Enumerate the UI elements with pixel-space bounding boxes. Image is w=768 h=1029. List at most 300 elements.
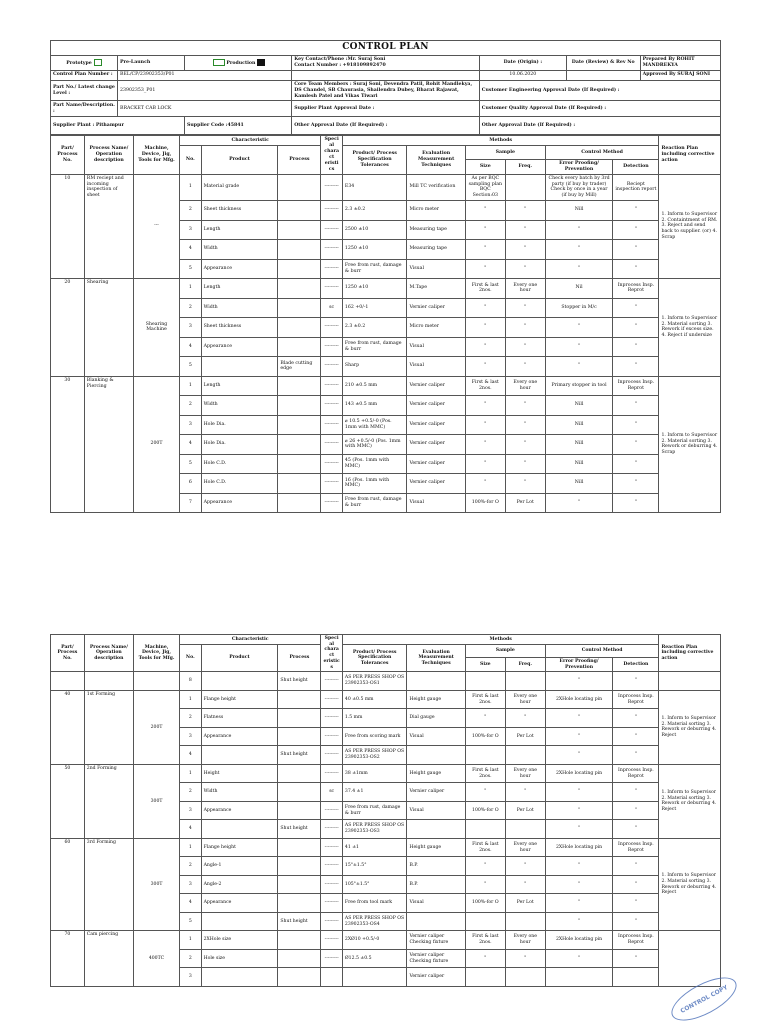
- sample-freq: [505, 912, 545, 931]
- sample-size: [465, 912, 505, 931]
- sample-freq: Per Lot: [505, 493, 545, 513]
- process: [278, 968, 321, 987]
- evaluation: Visual: [407, 801, 465, 820]
- spec: 1.5 mm: [342, 709, 407, 728]
- sample-freq: Every one hour: [505, 838, 545, 857]
- process: Shut height: [278, 912, 321, 931]
- part-number: [51, 672, 85, 691]
- col-characteristic: Characteristic: [180, 635, 321, 645]
- detection: ": [613, 949, 659, 968]
- detection: ": [613, 783, 659, 802]
- sample-freq: [505, 820, 545, 839]
- row-no: 2: [180, 298, 202, 318]
- process-name: 2nd Forming: [84, 764, 133, 838]
- special-char: ---------: [321, 801, 343, 820]
- col-freq: Freq.: [505, 657, 545, 671]
- special-char: ---------: [321, 820, 343, 839]
- row-no: 3: [180, 415, 202, 435]
- spec: 210 ±0.5 mm: [342, 376, 407, 396]
- spec: Ø12.5 ±0.5: [342, 949, 407, 968]
- product: Width: [201, 783, 278, 802]
- sample-freq: ": [505, 454, 545, 474]
- evaluation: Visual: [407, 493, 465, 513]
- cust-eng-approval: Customer Engineering Approval Date (If Required) :: [479, 80, 720, 101]
- spec: 16 (Pos. 1mm with MMC): [342, 474, 407, 494]
- col-spec: Product/ Process Specification Tolerances: [342, 146, 407, 174]
- product: Material grade: [201, 174, 278, 201]
- detection: Inprocess Insp. Reprot: [613, 690, 659, 709]
- row-no: 6: [180, 474, 202, 494]
- detection: ": [613, 894, 659, 913]
- sample-freq: [505, 968, 545, 987]
- row-no: 1: [180, 690, 202, 709]
- evaluation: Vernier caliper: [407, 396, 465, 416]
- sample-freq: ": [505, 474, 545, 494]
- row-no: 2: [180, 201, 202, 221]
- table-row: [51, 690, 721, 709]
- detection: ": [613, 298, 659, 318]
- spec: Free from scoring mark: [342, 727, 407, 746]
- product: Hole size: [201, 949, 278, 968]
- col-process: Process: [278, 146, 321, 174]
- sample-freq: Every one hour: [505, 279, 545, 299]
- process-name: 3rd Forming: [84, 838, 133, 931]
- evaluation: Vernier caliper: [407, 454, 465, 474]
- error-proofing: ": [545, 783, 613, 802]
- product: Angle-1: [201, 857, 278, 876]
- error-proofing: ": [545, 912, 613, 931]
- product: Appearance: [201, 801, 278, 820]
- sample-freq: ": [505, 298, 545, 318]
- row-no: 2: [180, 709, 202, 728]
- sample-size: ": [465, 259, 505, 279]
- header-table: [50, 40, 721, 135]
- cust-quality-approval: Customer Quality Approval Date (If Required) :: [479, 101, 720, 117]
- process: [278, 474, 321, 494]
- spec: E34: [342, 174, 407, 201]
- col-detection: Detection: [613, 159, 659, 174]
- product: Width: [201, 396, 278, 416]
- sample-size: ": [465, 240, 505, 260]
- detection: ": [613, 857, 659, 876]
- special-char: ---------: [321, 912, 343, 931]
- detection: ": [613, 201, 659, 221]
- process: [278, 894, 321, 913]
- row-no: 5: [180, 912, 202, 931]
- product: 2XHole size: [201, 931, 278, 950]
- error-proofing: 2XHole locating pin: [545, 838, 613, 857]
- checkbox-icon: [213, 59, 225, 66]
- special-char: ---------: [321, 857, 343, 876]
- sample-freq: Per Lot: [505, 801, 545, 820]
- detection: ": [613, 672, 659, 691]
- spec: ⌀ 10.5 +0.5/-0 (Pos. 1mm with MMC): [342, 415, 407, 435]
- error-proofing: Nill: [545, 454, 613, 474]
- detection: ": [613, 746, 659, 765]
- process-name: RM reciept and incoming inspection of sheet: [84, 174, 133, 279]
- special-char: ---------: [321, 279, 343, 299]
- sample-freq: Every one hour: [505, 376, 545, 396]
- prototype-option: Prototype: [51, 56, 118, 71]
- error-proofing: ": [545, 259, 613, 279]
- date-origin-label: Date (Origin) :: [479, 56, 566, 71]
- reaction-plan: 1. Inform to Supervisor 2. Containtment of RM. 3. Reject and send back to supplier. (or) 4. Scrap: [659, 174, 721, 279]
- col-machine: Machine, Device, Jig, Tools for Mfg.: [133, 635, 179, 672]
- reaction-plan: 1. Inform to Supervisor 2. Material sorting 3. Rework if excess size. 4. Reject if undersize: [659, 279, 721, 377]
- table-row: [51, 672, 721, 691]
- product: [201, 357, 278, 377]
- spec: 15°±1.5°: [342, 857, 407, 876]
- product: Length: [201, 376, 278, 396]
- error-proofing: ": [545, 357, 613, 377]
- reaction-plan: 1. Inform to Supervisor 2. Material sorting 3. Rework or deburring 4. Scrap: [659, 376, 721, 513]
- process: [278, 838, 321, 857]
- spec: 37.4 ±1: [342, 783, 407, 802]
- error-proofing: ": [545, 801, 613, 820]
- sample-freq: ": [505, 240, 545, 260]
- spec: AS PER PRESS SHOP OS 23902353-OS2: [342, 746, 407, 765]
- col-machine: Machine, Device, Jig, Tools for Mfg.: [133, 136, 179, 174]
- spec: 41 ±1: [342, 838, 407, 857]
- error-proofing: ": [545, 875, 613, 894]
- product: Hole C.D.: [201, 454, 278, 474]
- sample-freq: ": [505, 875, 545, 894]
- spec: 105°±1.5°: [342, 875, 407, 894]
- sample-freq: Every one hour: [505, 690, 545, 709]
- special-char: ---------: [321, 357, 343, 377]
- special-char: ---------: [321, 894, 343, 913]
- process: [278, 709, 321, 728]
- sample-size: First & last 2nos.: [465, 376, 505, 396]
- spec: Free from rust, damage & burr: [342, 259, 407, 279]
- process: [278, 376, 321, 396]
- reaction-plan: 1. Inform to Supervisor 2. Material sorting 3. Rework or deburring 4. Reject: [659, 690, 721, 764]
- sample-size: [465, 820, 505, 839]
- error-proofing: 2XHole locating pin: [545, 764, 613, 783]
- error-proofing: ": [545, 949, 613, 968]
- product: Sheet thickness: [201, 201, 278, 221]
- process: [278, 298, 321, 318]
- process: [278, 857, 321, 876]
- col-error-proofing: Error Proofing/ Prevention: [545, 657, 613, 671]
- detection: ": [613, 454, 659, 474]
- evaluation: [407, 746, 465, 765]
- part-number: 60: [51, 838, 85, 931]
- special-char: ---------: [321, 337, 343, 357]
- reaction-plan: 1. Inform to Supervisor 2. Material sorting 3. Rework or deburring 4. Reject: [659, 764, 721, 838]
- special-char: ---------: [321, 201, 343, 221]
- machine: Shearing Machine: [133, 279, 179, 377]
- other-approval-2: Other Approval Date (If Required) :: [479, 117, 720, 135]
- col-product: Product: [201, 645, 278, 672]
- sample-size: ": [465, 857, 505, 876]
- error-proofing: [545, 968, 613, 987]
- machine: 300T: [133, 838, 179, 931]
- machine: 300T: [133, 764, 179, 838]
- table-row: [51, 838, 721, 857]
- error-proofing: ": [545, 318, 613, 338]
- error-proofing: Nill: [545, 435, 613, 455]
- sample-size: ": [465, 337, 505, 357]
- cp-number-label: Control Plan Number :: [51, 70, 118, 80]
- sample-freq: Every one hour: [505, 931, 545, 950]
- product: Length: [201, 220, 278, 240]
- product: Height: [201, 764, 278, 783]
- detection: ": [613, 820, 659, 839]
- error-proofing: Nill: [545, 396, 613, 416]
- product: Length: [201, 279, 278, 299]
- detection: Inprocess Insp. Reprot: [613, 764, 659, 783]
- detection: ": [613, 415, 659, 435]
- detection: ": [613, 912, 659, 931]
- checked-box-icon: [257, 59, 265, 66]
- sample-size: 100%-for O: [465, 801, 505, 820]
- row-no: 3: [180, 727, 202, 746]
- col-evaluation: Evaluation Measurement Techniques: [407, 645, 465, 672]
- product: Flange height: [201, 838, 278, 857]
- sample-freq: [505, 746, 545, 765]
- spec: Free from rust, damage & burr: [342, 493, 407, 513]
- product: Hole C.D.: [201, 474, 278, 494]
- other-approval-1: Other Approval Date (If Required) :: [292, 117, 480, 135]
- process-name: Cam piercing: [84, 931, 133, 987]
- row-no: 1: [180, 764, 202, 783]
- sample-size: ": [465, 201, 505, 221]
- process: [278, 174, 321, 201]
- sample-size: ": [465, 220, 505, 240]
- spec: Free from rust, damage & burr: [342, 337, 407, 357]
- sample-size: ": [465, 709, 505, 728]
- sample-size: ": [465, 415, 505, 435]
- special-char: ---------: [321, 949, 343, 968]
- col-control-method: Control Method: [545, 146, 659, 160]
- col-control-method: Control Method: [545, 645, 659, 658]
- evaluation: Vernier caliper Checking fixture: [407, 931, 465, 950]
- sample-size: First & last 2nos.: [465, 690, 505, 709]
- process: [278, 415, 321, 435]
- spec: 2XØ10 +0.5/-0: [342, 931, 407, 950]
- special-char: ---------: [321, 174, 343, 201]
- partname: BRACKET CAB LOCK: [118, 101, 292, 117]
- col-methods: Methods: [342, 136, 659, 146]
- row-no: 2: [180, 857, 202, 876]
- error-proofing: ": [545, 857, 613, 876]
- process: [278, 764, 321, 783]
- col-product: Product: [201, 146, 278, 174]
- error-proofing: Nill: [545, 415, 613, 435]
- evaluation: Height gauge: [407, 838, 465, 857]
- col-freq: Freq.: [505, 159, 545, 174]
- process: [278, 337, 321, 357]
- row-no: 1: [180, 931, 202, 950]
- special-char: ---------: [321, 764, 343, 783]
- row-no: 1: [180, 174, 202, 201]
- evaluation: [407, 912, 465, 931]
- sample-freq: ": [505, 220, 545, 240]
- col-spec: Product/ Process Specification Tolerances: [342, 645, 407, 672]
- row-no: 5: [180, 454, 202, 474]
- col-sample: Sample: [465, 146, 545, 160]
- spec: Free from rust, damage & burr: [342, 801, 407, 820]
- machine: 400TC: [133, 931, 179, 987]
- spec: Sharp: [342, 357, 407, 377]
- special-char: ---------: [321, 318, 343, 338]
- col-process-name: Process Name/ Operation description: [84, 136, 133, 174]
- row-no: 4: [180, 894, 202, 913]
- reaction-plan: 1. Inform to Supervisor 2. Material sorting 3. Rework or deburring 4. Reject: [659, 838, 721, 931]
- spec: AS PER PRESS SHOP OS 23902353-OS3: [342, 820, 407, 839]
- table-row: [51, 376, 721, 396]
- spec: 143 ±0.5 mm: [342, 396, 407, 416]
- part-number: 10: [51, 174, 85, 279]
- part-number: 40: [51, 690, 85, 764]
- product: [201, 672, 278, 691]
- special-char: ---------: [321, 376, 343, 396]
- evaluation: Measuring tape: [407, 220, 465, 240]
- row-no: 2: [180, 949, 202, 968]
- sample-freq: ": [505, 415, 545, 435]
- evaluation: [407, 672, 465, 691]
- product: [201, 820, 278, 839]
- error-proofing: ": [545, 672, 613, 691]
- partno-label: Part No./ Latest change Level :: [51, 80, 118, 101]
- col-process: Process: [278, 645, 321, 672]
- error-proofing: Nil: [545, 279, 613, 299]
- evaluation: Visual: [407, 259, 465, 279]
- evaluation: Visual: [407, 894, 465, 913]
- sample-size: ": [465, 298, 505, 318]
- product: Sheet thickness: [201, 318, 278, 338]
- product: Flatness: [201, 709, 278, 728]
- part-number: 20: [51, 279, 85, 377]
- detection: ": [613, 727, 659, 746]
- detection: Inprocess Insp. Reprot: [613, 838, 659, 857]
- detection: ": [613, 357, 659, 377]
- detection: ": [613, 396, 659, 416]
- part-number: 30: [51, 376, 85, 513]
- special-char: ---------: [321, 727, 343, 746]
- product: Flange height: [201, 690, 278, 709]
- evaluation: [407, 820, 465, 839]
- process: [278, 240, 321, 260]
- detection: ": [613, 435, 659, 455]
- evaluation: Vernier caliper Checking fixture: [407, 949, 465, 968]
- detection: ": [613, 220, 659, 240]
- sample-size: ": [465, 454, 505, 474]
- process: [278, 783, 321, 802]
- error-proofing: 2XHole locating pin: [545, 931, 613, 950]
- special-char: ---------: [321, 875, 343, 894]
- date-review-label: Date (Review) & Rev No: [566, 56, 640, 71]
- row-no: 3: [180, 220, 202, 240]
- process: [278, 396, 321, 416]
- special-char: ---------: [321, 709, 343, 728]
- sample-freq: ": [505, 201, 545, 221]
- process: [278, 493, 321, 513]
- sample-size: ": [465, 875, 505, 894]
- sample-size: ": [465, 949, 505, 968]
- col-detection: Detection: [613, 657, 659, 671]
- sample-freq: ": [505, 783, 545, 802]
- sample-size: First & last 2nos.: [465, 931, 505, 950]
- col-no: No.: [180, 645, 202, 672]
- spec: 1250 ±10: [342, 240, 407, 260]
- col-methods: Methods: [342, 635, 659, 645]
- special-char: ---------: [321, 415, 343, 435]
- spec: 2500 ±10: [342, 220, 407, 240]
- special-char: ---------: [321, 396, 343, 416]
- control-plan-table: [50, 135, 721, 513]
- sample-size: ": [465, 435, 505, 455]
- sample-size: First & last 2nos.: [465, 279, 505, 299]
- special-char: ---------: [321, 259, 343, 279]
- production-option: Production: [185, 56, 292, 71]
- special-char: ---------: [321, 220, 343, 240]
- evaluation: Vernier caliper: [407, 298, 465, 318]
- row-no: 1: [180, 376, 202, 396]
- key-contact: Key Contact/Phone :Mr. Suraj Soni Contact Number : +918109892470: [292, 56, 480, 71]
- error-proofing: ": [545, 727, 613, 746]
- error-proofing: ": [545, 220, 613, 240]
- row-no: 3: [180, 875, 202, 894]
- col-size: Size: [465, 657, 505, 671]
- special-char: ---------: [321, 690, 343, 709]
- error-proofing: ": [545, 493, 613, 513]
- row-no: 5: [180, 259, 202, 279]
- product: [201, 968, 278, 987]
- evaluation: Visual: [407, 727, 465, 746]
- sample-size: [465, 968, 505, 987]
- product: Appearance: [201, 259, 278, 279]
- process: Shut height: [278, 746, 321, 765]
- sample-freq: ": [505, 357, 545, 377]
- evaluation: Vernier caliper: [407, 415, 465, 435]
- evaluation: Vernier caliper: [407, 435, 465, 455]
- detection: Reciept inspection report: [613, 174, 659, 201]
- core-team: Core Team Members : Suraj Soni, Devendra Patil, Rohit Mandlekya, DS Chandel, SB Chaurasia, Shailendra Dubey, Bharat Rajawat, Kamlesh Patel and Vikas Tiwari: [292, 80, 480, 101]
- evaluation: Dial gauge: [407, 709, 465, 728]
- sample-size: [465, 672, 505, 691]
- evaluation: Vernier caliper: [407, 783, 465, 802]
- sample-size: ": [465, 357, 505, 377]
- approved-by: SURAJ SONI: [677, 72, 711, 78]
- special-char: ---------: [321, 931, 343, 950]
- process: [278, 201, 321, 221]
- prepared-by: ROHIT MANDREKYA: [642, 57, 695, 68]
- partno: 23902353_P01: [118, 80, 292, 101]
- control-plan-sheet-1: [50, 40, 721, 513]
- error-proofing: ": [545, 746, 613, 765]
- product: Appearance: [201, 727, 278, 746]
- control-plan-sheet-2: [50, 634, 721, 987]
- supplier-plant: Supplier Plant : Pithampur: [51, 117, 185, 135]
- error-proofing: ": [545, 240, 613, 260]
- product: Appearance: [201, 337, 278, 357]
- table-row: [51, 174, 721, 201]
- product: Angle-2: [201, 875, 278, 894]
- evaluation: Micro meter: [407, 201, 465, 221]
- supplier-plant-approval: Supplier Plant Approval Date :: [292, 101, 480, 117]
- sample-freq: ": [505, 435, 545, 455]
- process: [278, 690, 321, 709]
- sample-size: 100%-for O: [465, 727, 505, 746]
- spec: 40 ±0.5 mm: [342, 690, 407, 709]
- sample-freq: [505, 174, 545, 201]
- special-char: ---------: [321, 672, 343, 691]
- cp-number: BEL/CP/23902353/P01: [118, 70, 292, 80]
- error-proofing: Check every batch by 3rd party (if buy by trader) Check by once in a year (if buy by Mill): [545, 174, 613, 201]
- detection: Inprocess Insp. Reprot: [613, 279, 659, 299]
